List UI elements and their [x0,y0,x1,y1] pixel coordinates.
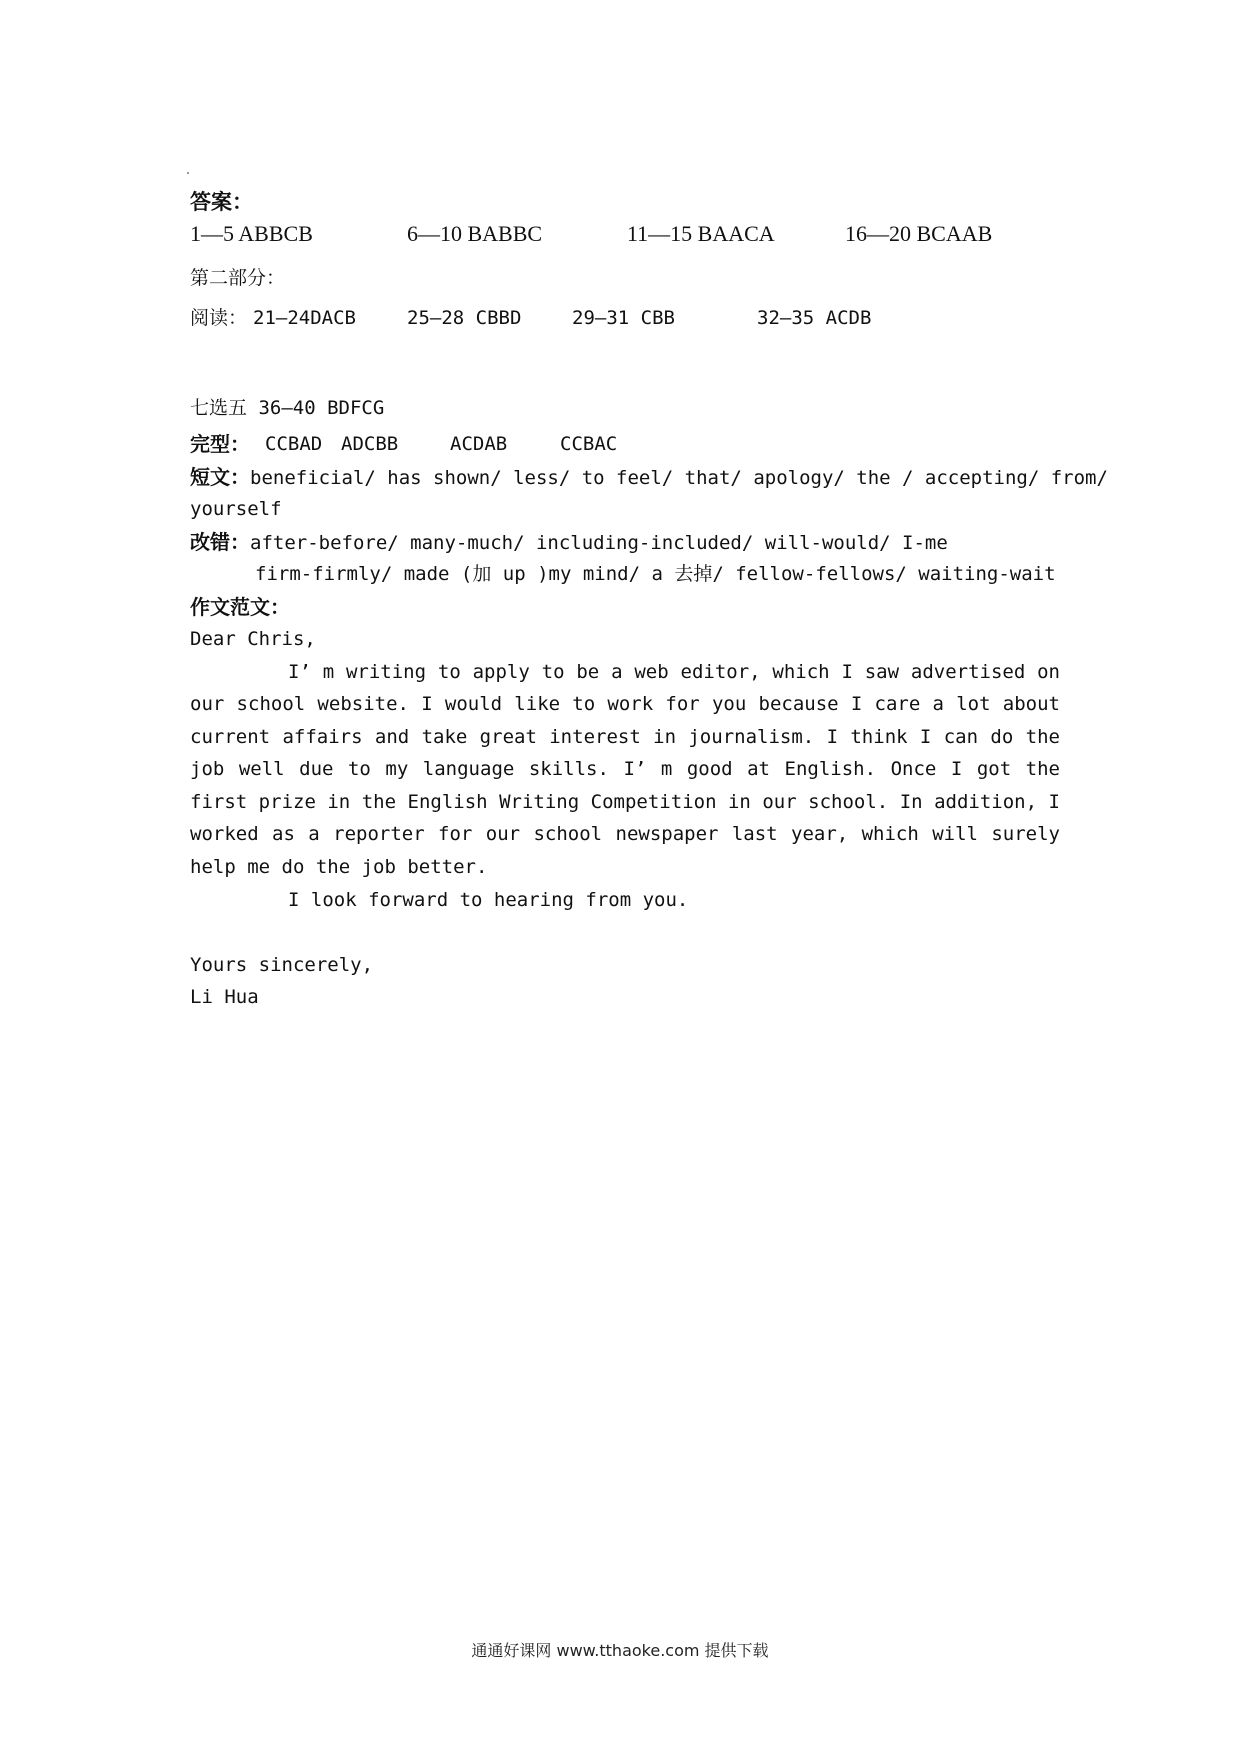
essay-body [190,656,1060,884]
essay-signature: Li Hua [190,986,259,1009]
cloze-group-2: ADCBB [341,433,399,455]
answers-heading: 答案： [190,190,253,214]
reading-group-25-28: 25—28 CBBD [407,307,522,329]
part1-answers [190,218,1060,258]
essay-closing-line [190,884,1060,917]
part2-heading: 第二部分： [190,267,286,289]
short-text-label: 短文： [190,464,250,489]
correction-answers-line2: firm-firmly/ made (加 up )my mind/ a 去掉/ fellow-fellows/ waiting-wait [255,563,1056,585]
reading-group-32-35: 32—35 ACDB [757,307,872,329]
reading-group-21-24: 21—24DACB [253,307,356,329]
essay-body-text: I’ m writing to apply to be a web editor, which I saw advertised on our school website. I would like to work for you because I care a lot about current affairs and take great interest in journalism. I think I can do the job well due to my language skills. I’ m good at English. Once I got the first prize in the English Writing Competition in our school. In addition, I worked as a reporter for our school newspaper last year, which will surely help me do the job better. [190,660,1060,879]
reading-label: 阅读： [190,307,248,329]
reading-group-29-31: 29—31 CBB [572,307,675,329]
essay-greeting: Dear Chris, [190,628,316,650]
answer-sheet [190,186,1108,1014]
page-footer: 通通好课网 www.tthaoke.com 提供下载 [471,1641,769,1660]
short-text-answers: beneficial/ has shown/ less/ to feel/ that/ apology/ the / accepting/ from/ [250,466,1108,489]
cloze-group-3: ACDAB [450,433,508,455]
correction-answers: after-before/ many-much/ including-included/ will-would/ I-me [250,531,948,554]
essay-signoff: Yours sincerely, [190,953,374,976]
essay-closing-text: I look forward to hearing from you. [288,888,689,911]
short-text-answers-line2: yourself [190,498,282,520]
reading-answers [190,298,1060,338]
essay-heading [190,591,1060,624]
answer-group-11-15: 11—15 BAACA [627,221,775,246]
cloze-group-4: CCBAC [560,433,618,455]
seven-choose-five-answers: 七选五 36—40 BDFCG [190,397,385,419]
answer-group-6-10: 6—10 BABBC [407,221,543,246]
essay-label: 作文范文： [190,594,290,619]
cloze-answers [190,428,1060,461]
answer-group-1-5: 1—5 ABBCB [190,221,313,246]
answer-group-16-20: 16—20 BCAAB [845,221,993,246]
scan-speck [187,172,189,174]
cloze-label: 完型： [190,432,250,456]
correction-answers-line1 [190,526,1060,559]
short-text-answers-line1 [190,461,1108,494]
cloze-group-1: CCBAD [265,433,323,455]
correction-label: 改错： [190,529,250,554]
